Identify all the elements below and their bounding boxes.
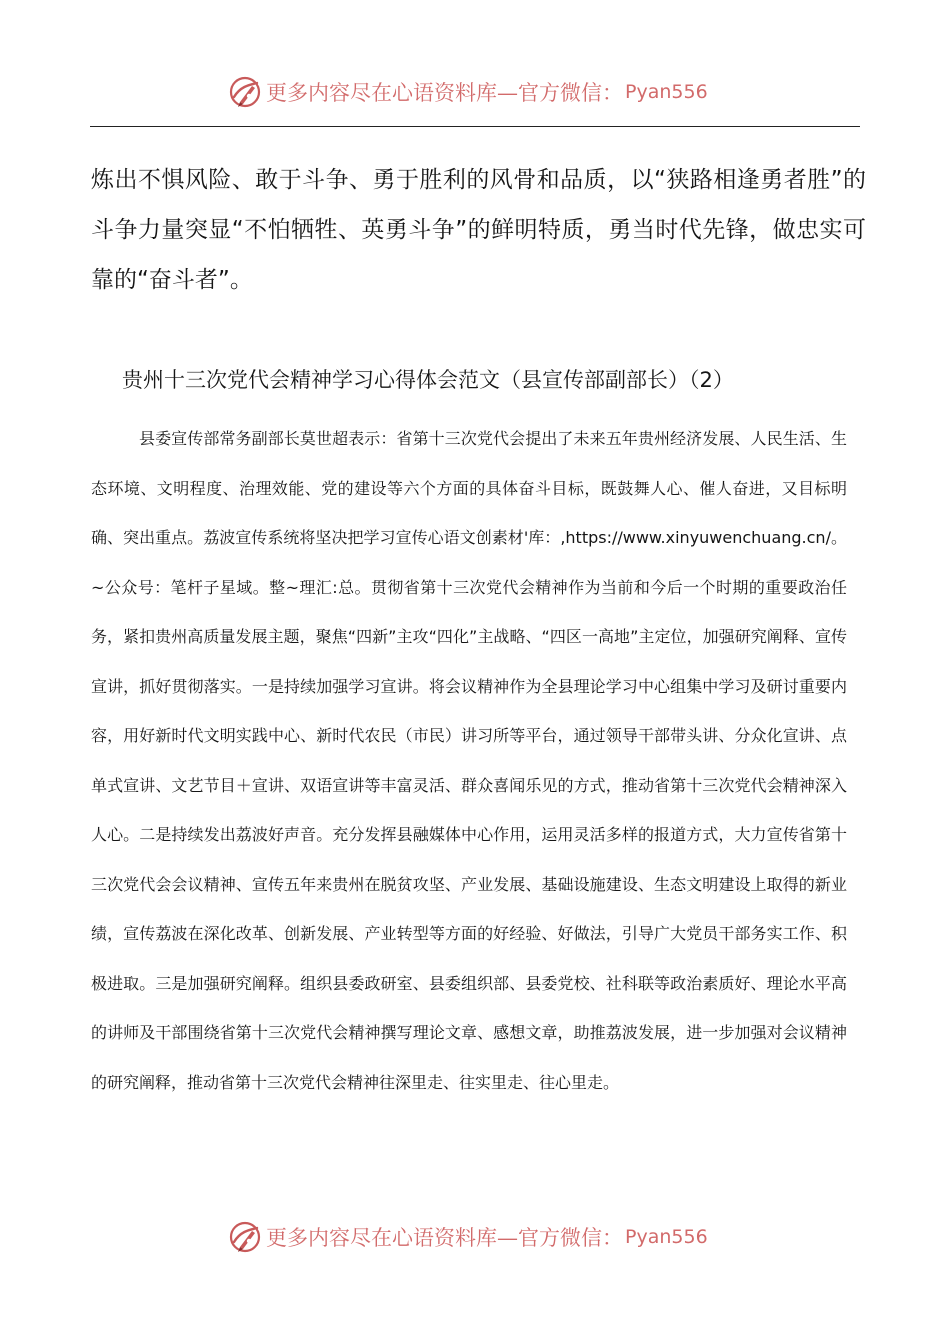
header-watermark-wechat-id: Pyan556 <box>625 81 708 103</box>
footer-watermark-text: 更多内容尽在心语资料库—官方微信： <box>266 1226 623 1250</box>
header-divider <box>90 126 860 127</box>
page-footer <box>0 1215 950 1259</box>
header-watermark-text: 更多内容尽在心语资料库—官方微信： <box>266 81 623 105</box>
header-watermark <box>228 70 708 114</box>
footer-watermark-wechat-id: Pyan556 <box>625 1226 708 1248</box>
intro-paragraph: 炼出不惧风险、敢于斗争、勇于胜利的风骨和品质，以“狭路相逢勇者胜”的斗争力量突显“不怕牺牲、英勇斗争”的鲜明特质，勇当时代先锋，做忠实可靠的“奋斗者”。 <box>91 167 866 293</box>
body-paragraph: 县委宣传部常务副部长莫世超表示：省第十三次党代会提出了未来五年贵州经济发展、人民生活、生态环境、文明程度、治理效能、党的建设等六个方面的具体奋斗目标，既鼓舞人心、催人奋进，又目标明确、突出重点。荔波宣传系统将坚决把学习宣传心语文创素材'库：,https://www.xinyuwenchuang.cn/。~公众号：笔杆子星域。整~理汇:总。贯彻省第十三次党代会精神作为当前和今后一个时期的重要政治任务，紧扣贵州高质量发展主题，聚焦“四新”主攻“四化”主战略、“四区一高地”主定位，加强研究阐释、宣传宣讲，抓好贯彻落实。一是持续加强学习宣讲。将会议精神作为全县理论学习中心组集中学习及研讨重要内容，用好新时代文明实践中心、新时代农民（市民）讲习所等平台，通过领导干部带头讲、分众化宣讲、点单式宣讲、文艺节目＋宣讲、双语宣讲等丰富灵活、群众喜闻乐见的方式，推动省第十三次党代会精神深入人心。二是持续发出荔波好声音。充分发挥县融媒体中心作用，运用灵活多样的报道方式，大力宣传省第十三次党代会会议精神、宣传五年来贵州在脱贫攻坚、产业发展、基础设施建设、生态文明建设上取得的新业绩，宣传荔波在深化改革、创新发展、产业转型等方面的好经验、好做法，引导广大党员干部务实工作、积极进取。三是加强研究阐释。组织县委政研室、县委组织部、县委党校、社科联等政治素质好、理论水平高的讲师及干部围绕省第十三次党代会精神撰写理论文章、感想文章，助推荔波发展，进一步加强对会议精神的研究阐释，推动省第十三次党代会精神往深里走、往实里走、往心里走。 <box>91 429 847 1092</box>
page-header <box>0 70 950 114</box>
footer-watermark <box>228 1215 708 1259</box>
section-title: 贵州十三次党代会精神学习心得体会范文（县宣传部副部长）（2） <box>122 368 734 392</box>
pen-seal-icon <box>228 75 262 109</box>
pen-seal-icon <box>228 1220 262 1254</box>
